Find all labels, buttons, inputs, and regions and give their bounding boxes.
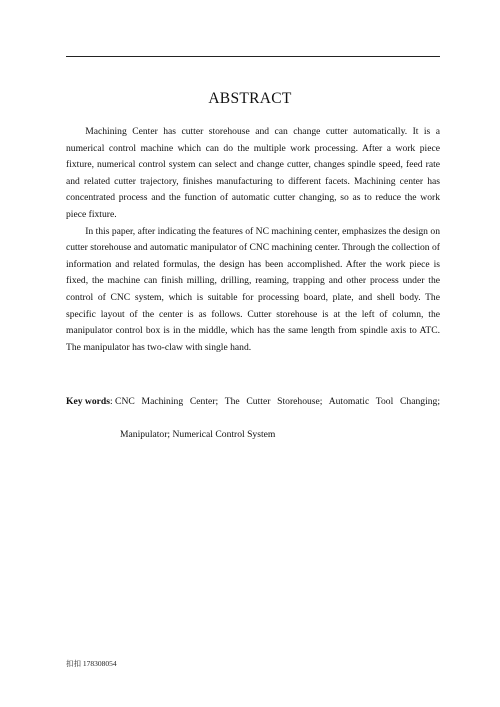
keywords-label: Key words bbox=[66, 396, 110, 407]
abstract-paragraph-1: Machining Center has cutter storehouse and can change cutter automatically. It is a numerical control machine which can do the multiple work processing. After a work piece fixture, numerical control system can select and change cutter, changes spindle speed, feed rate and related cutter trajectory, finishes manufacturing to different facets. Machining center has concentrated process and the function of automatic cutter changing, so as to reduce the work piece fixture. bbox=[66, 126, 440, 220]
abstract-title: ABSTRACT bbox=[208, 90, 292, 107]
keywords-colon: : bbox=[109, 396, 116, 407]
keywords-section bbox=[66, 394, 440, 444]
header-rule bbox=[66, 56, 440, 57]
abstract-body bbox=[66, 124, 440, 356]
footer-contact: 扣扣 178308054 bbox=[66, 659, 117, 668]
keywords-line-2: Manipulator; Numerical Control System bbox=[120, 429, 276, 441]
keywords-line-1: CNC Machining Center; The Cutter Storehouse; Automatic Tool Changing; bbox=[115, 396, 440, 407]
abstract-paragraph-2: In this paper, after indicating the features of NC machining center, emphasizes the design on cutter storehouse and automatic manipulator of CNC machining center. Through the collection of information and related formulas, the design has been accomplished. After the work piece is fixed, the machine can finish milling, drilling, reaming, trapping and other process under the control of CNC system, which is suitable for processing board, plate, and shell body. The specific layout of the center is as follows. Cutter storehouse is at the left of column, the manipulator control box is in the middle, which has the same length from spindle axis to ATC. The manipulator has two-claw with single hand. bbox=[66, 225, 440, 353]
